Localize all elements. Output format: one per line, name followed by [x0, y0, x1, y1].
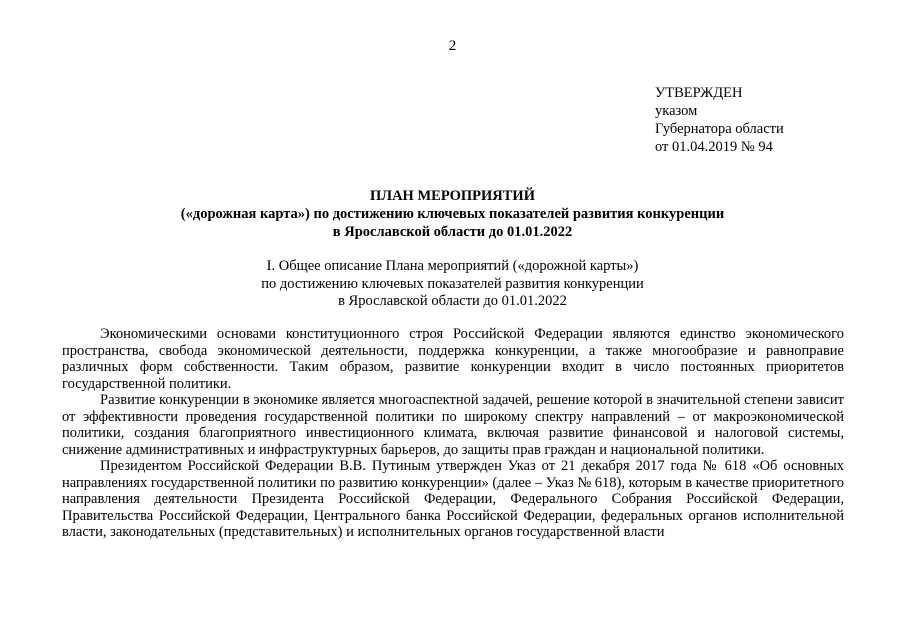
plan-title-line-1: ПЛАН МЕРОПРИЯТИЙ: [370, 188, 535, 204]
approval-line-decree: указом: [655, 103, 698, 119]
body-text: [62, 326, 844, 541]
approval-block: [655, 84, 784, 156]
paragraph: Экономическими основами конституционного строя Российской Федерации являются единство экономического пространства, свобода экономической деятельности, поддержка конкуренции, а также многообразие и равноправие различных форм собственности. Таким образом, развитие конкуренции входит в число постоянных приоритетов государственной политики.: [62, 326, 844, 392]
page-number: 2: [448, 38, 457, 54]
section-title-line-3: в Ярославской области до 01.01.2022: [338, 293, 567, 309]
plan-title-line-2: («дорожная карта») по достижению ключевых показателей развития конкуренции: [180, 206, 725, 222]
paragraph: Развитие конкуренции в экономике является многоаспектной задачей, решение которой в значительной степени зависит от эффективности проведения государственной политики по широкому спектру направлений – от макроэкономической политики, создания благоприятного инвестиционного климата, включая развитие финансовой и налоговой системы, снижение административных и инфраструктурных барьеров, до защиты прав граждан и национальной политики.: [62, 392, 844, 458]
section-title-line-1: I. Общее описание Плана мероприятий («дорожной карты»): [266, 258, 639, 274]
approval-line-date: от 01.04.2019 № 94: [655, 139, 773, 155]
approval-line-governor: Губернатора области: [655, 121, 784, 137]
approval-line-approved: УТВЕРЖДЕН: [655, 85, 743, 101]
plan-title-line-3: в Ярославской области до 01.01.2022: [332, 224, 573, 240]
plan-title: [0, 187, 905, 241]
paragraph: Президентом Российской Федерации В.В. Путиным утвержден Указ от 21 декабря 2017 года № 618 «Об основных направлениях государственной политики по развитию конкуренции» (далее – Указ № 618), которым в качестве приоритетного направления деятельности Президента Российской Федерации, Федерального Собрания Российской Федерации, Правительства Российской Федерации, Центрального банка Российской Федерации, федеральных органов исполнительной власти, законодательных (представительных) и исполнительных органов государственной власти: [62, 458, 845, 540]
section-title-line-2: по достижению ключевых показателей развития конкуренции: [261, 275, 644, 292]
section-title: [0, 258, 905, 311]
